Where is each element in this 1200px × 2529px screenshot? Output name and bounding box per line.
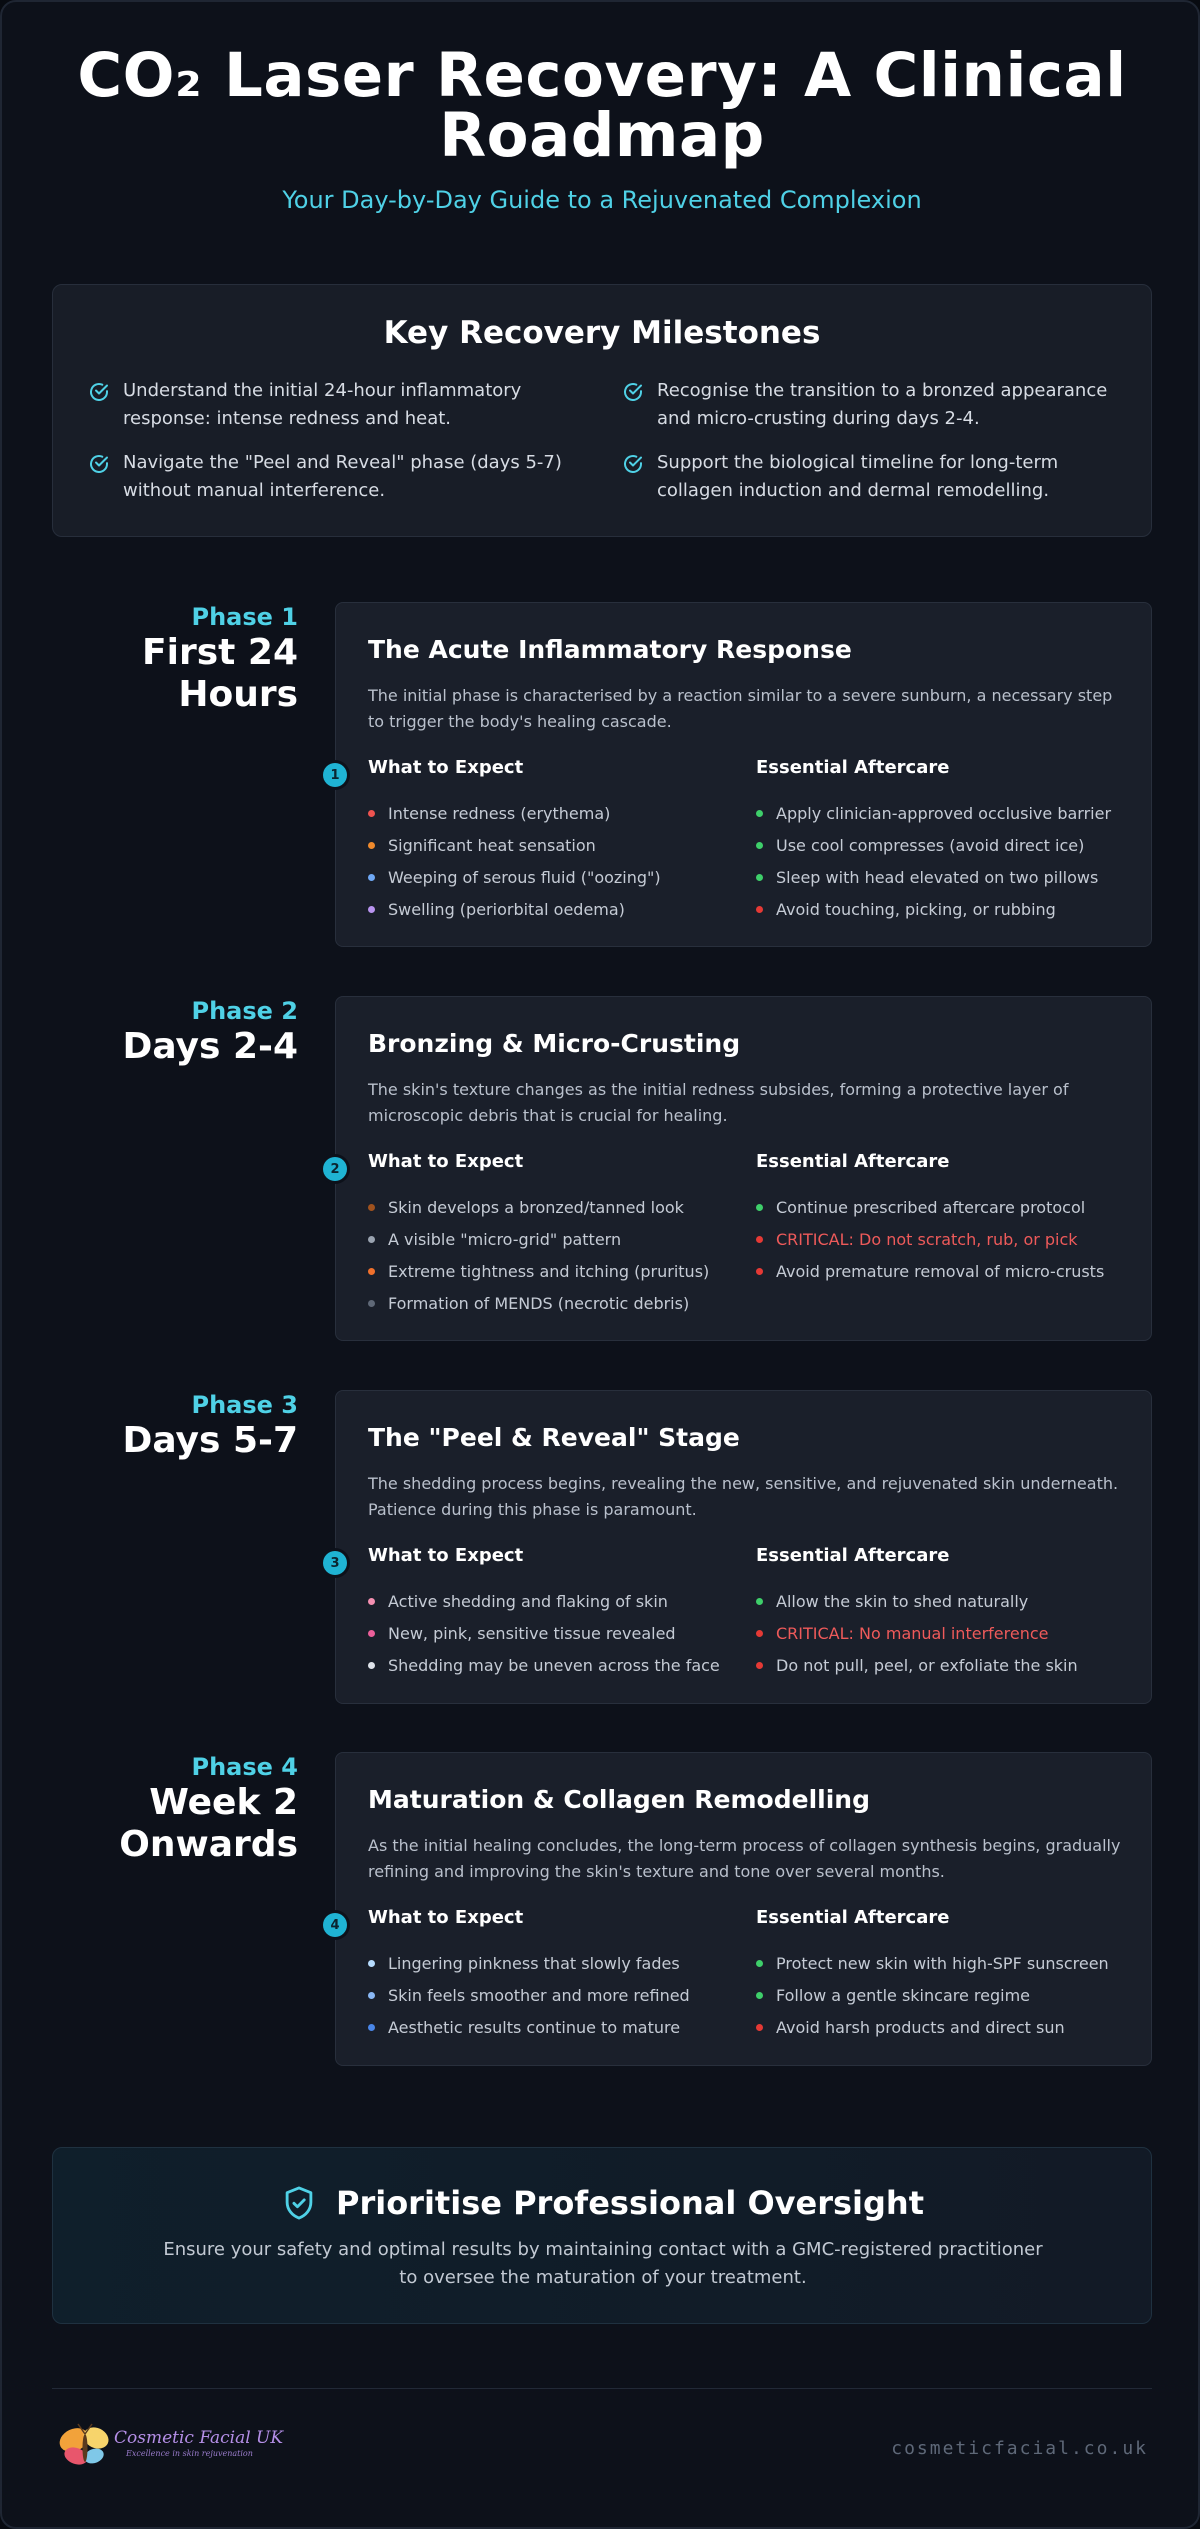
bullet-dot-icon — [756, 1236, 763, 1243]
brand-logo[interactable] — [52, 2416, 284, 2482]
list-item — [368, 1223, 709, 1255]
list-item-text: Protect new skin with high-SPF sunscreen — [776, 1953, 1109, 1973]
list-item-text: Do not pull, peel, or exfoliate the skin — [776, 1655, 1078, 1675]
bullet-dot-icon — [756, 1630, 763, 1637]
list-item-text: Follow a gentle skincare regime — [776, 1985, 1030, 2005]
page-header — [2, 40, 1200, 214]
bullet-dot-icon — [756, 1268, 763, 1275]
list-item-text: Extreme tightness and itching (pruritus) — [388, 1261, 710, 1281]
list-item — [368, 1617, 720, 1649]
page-title-line-1: CO₂ Laser Recovery: A Clinical — [77, 40, 1127, 111]
logo-tagline: Excellence in skin rejuvenation — [126, 2449, 253, 2458]
bullet-dot-icon — [368, 1662, 375, 1669]
list-item — [368, 1191, 709, 1223]
list-item-text: A visible "micro-grid" pattern — [388, 1229, 622, 1249]
oversight-title: Prioritise Professional Oversight — [335, 2184, 924, 2222]
bullet-dot-icon — [368, 1236, 375, 1243]
list-item — [756, 1255, 1104, 1287]
list-item — [756, 797, 1111, 829]
phase-number: Phase 3 — [191, 1391, 298, 1419]
list-item — [756, 1585, 1078, 1617]
bullet-dot-icon — [368, 1300, 375, 1307]
list-item-text: Use cool compresses (avoid direct ice) — [776, 835, 1085, 855]
milestones-card — [52, 284, 1152, 537]
bullet-dot-icon — [756, 1992, 763, 1999]
list-item — [756, 893, 1111, 925]
list-item-text: Skin feels smoother and more refined — [388, 1985, 690, 2005]
bullet-dot-icon — [756, 906, 763, 913]
bullet-dot-icon — [368, 810, 375, 817]
phase-label — [38, 602, 298, 716]
bullet-dot-icon — [368, 1960, 375, 1967]
list-item-text: Avoid harsh products and direct sun — [776, 2017, 1065, 2037]
expect-list — [368, 1585, 720, 1681]
check-circle-icon — [621, 452, 645, 476]
phase-name: First 24 — [142, 632, 298, 673]
phase-card — [330, 996, 1152, 1341]
expect-heading: What to Expect — [368, 1151, 524, 1172]
expect-list — [368, 1191, 709, 1319]
expect-list — [368, 1947, 690, 2043]
bullet-dot-icon — [368, 874, 375, 881]
list-item — [368, 1947, 690, 1979]
list-item-text: Shedding may be uneven across the face — [388, 1655, 720, 1675]
phase-description: The skin's texture changes as the initial redness subsides, forming a protective layer of microscopic debris that is crucial for healing. — [368, 1080, 1069, 1125]
phase-number: Phase 4 — [191, 1753, 298, 1781]
list-item — [368, 2011, 690, 2043]
list-item-text: Swelling (periorbital oedema) — [388, 899, 625, 919]
list-item — [756, 1617, 1078, 1649]
list-item-text: CRITICAL: No manual interference — [776, 1623, 1049, 1643]
footer-divider — [52, 2388, 1152, 2389]
aftercare-list — [756, 1585, 1078, 1681]
check-circle-icon — [87, 452, 111, 476]
phase-title: The "Peel & Reveal" Stage — [368, 1423, 740, 1452]
list-item — [756, 2011, 1109, 2043]
list-item-text: Formation of MENDS (necrotic debris) — [388, 1293, 690, 1313]
bullet-dot-icon — [368, 1630, 375, 1637]
bullet-dot-icon — [368, 1598, 375, 1605]
phase-number: Phase 2 — [191, 997, 298, 1025]
bullet-dot-icon — [756, 1662, 763, 1669]
phase-marker: 3 — [323, 1551, 347, 1575]
milestone-text: Recognise the transition to a bronzed appearance and micro-crusting during days 2-4. — [657, 380, 1108, 429]
oversight-heading — [53, 2184, 1151, 2222]
phase-title: Maturation & Collagen Remodelling — [368, 1785, 870, 1814]
list-item — [756, 1191, 1104, 1223]
expect-heading: What to Expect — [368, 1907, 524, 1928]
list-item — [756, 1947, 1109, 1979]
phase-card — [330, 1390, 1152, 1704]
list-item-text: Active shedding and flaking of skin — [388, 1591, 668, 1611]
phase-title: The Acute Inflammatory Response — [368, 635, 852, 664]
bullet-dot-icon — [756, 810, 763, 817]
milestones-title: Key Recovery Milestones — [383, 315, 821, 351]
bullet-dot-icon — [756, 1204, 763, 1211]
phase-marker: 2 — [323, 1157, 347, 1181]
list-item-text: Weeping of serous fluid ("oozing") — [388, 867, 661, 887]
bullet-dot-icon — [756, 1598, 763, 1605]
milestone-text: Understand the initial 24-hour inflammatory response: intense redness and heat. — [123, 380, 522, 429]
expect-list — [368, 797, 661, 925]
aftercare-heading: Essential Aftercare — [756, 1907, 950, 1928]
aftercare-heading: Essential Aftercare — [756, 1151, 950, 1172]
list-item-text: CRITICAL: Do not scratch, rub, or pick — [776, 1229, 1078, 1249]
bullet-dot-icon — [756, 1960, 763, 1967]
page-title-line-2: Roadmap — [439, 100, 765, 171]
expect-heading: What to Expect — [368, 1545, 524, 1566]
phase-card — [330, 1752, 1152, 2066]
list-item-text: Intense redness (erythema) — [388, 803, 611, 823]
bullet-dot-icon — [756, 2024, 763, 2031]
list-item — [368, 893, 661, 925]
list-item-text: Continue prescribed aftercare protocol — [776, 1197, 1086, 1217]
list-item — [756, 1649, 1078, 1681]
list-item-text: Avoid touching, picking, or rubbing — [776, 899, 1056, 919]
phase-name: Hours — [178, 674, 298, 715]
phase-card — [330, 602, 1152, 947]
list-item — [756, 1979, 1109, 2011]
page-subtitle: Your Day-by-Day Guide to a Rejuvenated Complexion — [282, 186, 922, 214]
page-title — [2, 40, 1200, 171]
oversight-panel — [52, 2147, 1152, 2324]
phase-description: The initial phase is characterised by a reaction similar to a severe sunburn, a necessary step to trigger the body's healing cascade. — [368, 686, 1113, 731]
phase-description: The shedding process begins, revealing the new, sensitive, and rejuvenated skin underneath. Patience during this phase is paramount. — [368, 1474, 1119, 1519]
butterfly-logo-icon — [52, 2416, 118, 2482]
phase-name: Days 5-7 — [122, 1420, 298, 1461]
phase-name: Onwards — [119, 1824, 298, 1865]
phase-label — [38, 1390, 298, 1462]
bullet-dot-icon — [756, 874, 763, 881]
phase-number: Phase 1 — [191, 603, 298, 631]
aftercare-list — [756, 1191, 1104, 1287]
list-item — [368, 829, 661, 861]
milestone-item — [87, 377, 577, 433]
bullet-dot-icon — [368, 1992, 375, 1999]
list-item — [368, 1287, 709, 1319]
list-item-text: Lingering pinkness that slowly fades — [388, 1953, 680, 1973]
list-item-text: Apply clinician-approved occlusive barrier — [776, 803, 1112, 823]
website-link[interactable]: cosmeticfacial.co.uk — [891, 2438, 1148, 2459]
list-item-text: Skin develops a bronzed/tanned look — [388, 1197, 684, 1217]
list-item — [368, 861, 661, 893]
list-item-text: Avoid premature removal of micro-crusts — [776, 1261, 1105, 1281]
shield-check-icon — [280, 2184, 318, 2222]
phase-label — [38, 996, 298, 1068]
milestone-item — [621, 449, 1111, 505]
list-item — [368, 797, 661, 829]
list-item — [368, 1585, 720, 1617]
list-item — [368, 1255, 709, 1287]
phase-marker: 1 — [323, 763, 347, 787]
phase-name: Days 2-4 — [122, 1026, 298, 1067]
phase-title: Bronzing & Micro-Crusting — [368, 1029, 741, 1058]
milestone-text: Support the biological timeline for long-term collagen induction and dermal remodelling. — [657, 452, 1059, 501]
milestone-text: Navigate the "Peel and Reveal" phase (days 5-7) without manual interference. — [123, 452, 562, 501]
check-circle-icon — [621, 380, 645, 404]
phase-marker: 4 — [323, 1913, 347, 1937]
expect-heading: What to Expect — [368, 757, 524, 778]
phase-label — [38, 1752, 298, 1866]
milestone-item — [621, 377, 1111, 433]
aftercare-list — [756, 797, 1111, 925]
check-circle-icon — [87, 380, 111, 404]
list-item — [756, 1223, 1104, 1255]
bullet-dot-icon — [368, 842, 375, 849]
bullet-dot-icon — [368, 2024, 375, 2031]
list-item-text: Allow the skin to shed naturally — [776, 1591, 1029, 1611]
list-item-text: Significant heat sensation — [388, 835, 596, 855]
phase-description: As the initial healing concludes, the long-term process of collagen synthesis begins, gradually refining and improving the skin's texture and tone over several months. — [368, 1836, 1121, 1881]
milestone-item — [87, 449, 577, 505]
oversight-text: Ensure your safety and optimal results by maintaining contact with a GMC-registered practitioner to oversee the maturation of your treatment. — [163, 2239, 1043, 2288]
list-item — [756, 861, 1111, 893]
bullet-dot-icon — [756, 842, 763, 849]
list-item-text: Aesthetic results continue to mature — [388, 2017, 681, 2037]
list-item — [756, 829, 1111, 861]
bullet-dot-icon — [368, 1268, 375, 1275]
phase-name: Week 2 — [149, 1782, 298, 1823]
aftercare-heading: Essential Aftercare — [756, 757, 950, 778]
bullet-dot-icon — [368, 906, 375, 913]
list-item-text: New, pink, sensitive tissue revealed — [388, 1623, 676, 1643]
list-item — [368, 1979, 690, 2011]
list-item — [368, 1649, 720, 1681]
aftercare-heading: Essential Aftercare — [756, 1545, 950, 1566]
aftercare-list — [756, 1947, 1109, 2043]
logo-name: Cosmetic Facial UK — [114, 2428, 284, 2448]
bullet-dot-icon — [368, 1204, 375, 1211]
list-item-text: Sleep with head elevated on two pillows — [776, 867, 1099, 887]
